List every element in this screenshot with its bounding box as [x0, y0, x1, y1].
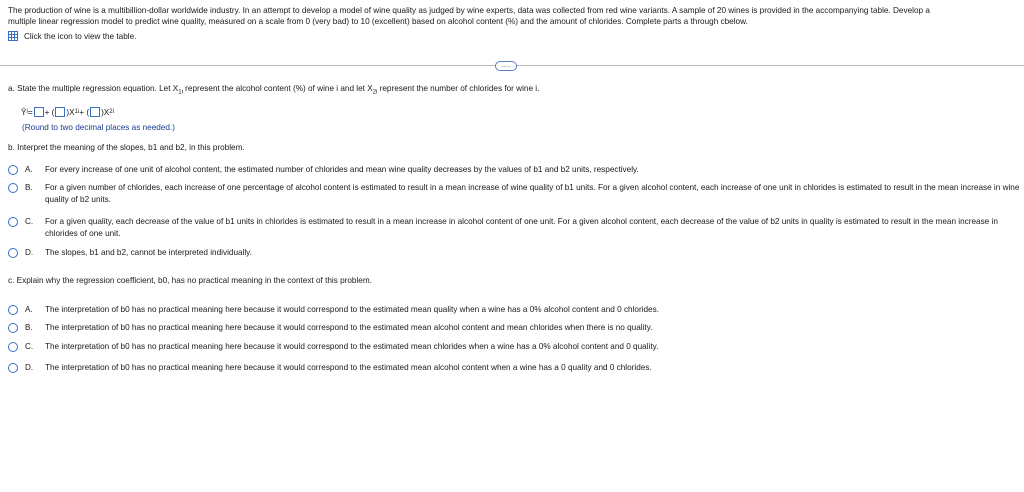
- option-letter: A.: [25, 305, 33, 314]
- option-text: For a given quality, each decrease of the value of b1 units in chlorides is estimated to result in a mean increase in alcohol content of one unit. For a given alcohol content, each decrease of the value of b2 units in quality is estimated to result in the mean increase in chlorides of one unit.: [45, 217, 998, 238]
- part-b-option-b[interactable]: [8, 182, 1024, 206]
- part-a-sub-1: 1i: [178, 89, 183, 96]
- b0-input[interactable]: [34, 107, 44, 117]
- x2-label: )X: [101, 107, 110, 117]
- problem-intro: [8, 6, 1008, 27]
- plus-2: + (: [79, 107, 90, 117]
- option-letter: A.: [25, 165, 33, 174]
- equals-sign: =: [27, 107, 33, 117]
- option-text: The slopes, b1 and b2, cannot be interpreted individually.: [45, 248, 252, 257]
- part-c-option-a[interactable]: [8, 304, 1024, 316]
- y-hat: Ŷ: [21, 107, 27, 117]
- view-table-link[interactable]: [8, 31, 136, 41]
- option-text: The interpretation of b0 has no practical meaning here because it would correspond to the estimated mean alcohol content when a wine has a 0 quality and 0 chlorides.: [45, 363, 652, 372]
- part-a-prompt: [8, 84, 539, 98]
- rounding-hint: (Round to two decimal places as needed.): [22, 123, 175, 132]
- option-text: For every increase of one unit of alcohol content, the estimated number of chlorides and mean wine quality decreases by the values of b1 and b2 units, respectively.: [45, 165, 639, 174]
- radio-icon[interactable]: [8, 305, 18, 315]
- option-letter: B.: [25, 183, 33, 192]
- option-text: The interpretation of b0 has no practical meaning here because it would correspond to the estimated mean chlorides when a wine has a 0% alcohol content and 0 quality.: [45, 342, 659, 351]
- part-a-text-2: represent the alcohol content (%) of wine i and let X: [182, 84, 373, 93]
- option-letter: D.: [25, 248, 34, 257]
- part-c-option-d[interactable]: [8, 362, 1024, 374]
- radio-icon[interactable]: [8, 248, 18, 258]
- x2-sub: 2i: [109, 109, 114, 115]
- x1-label: )X: [66, 107, 75, 117]
- y-hat-sub: i: [26, 109, 28, 115]
- radio-icon[interactable]: [8, 323, 18, 333]
- option-text: The interpretation of b0 has no practical meaning here because it would correspond to the estimated mean quality when a wine has a 0% alcohol content and 0 chlorides.: [45, 305, 659, 314]
- option-letter: D.: [25, 363, 34, 372]
- part-b-option-c[interactable]: [8, 216, 1024, 240]
- x1-sub: 1i: [74, 109, 80, 115]
- table-grid-icon[interactable]: [8, 31, 18, 41]
- part-a-sub-2: 2i: [372, 89, 378, 96]
- view-table-label[interactable]: Click the icon to view the table.: [24, 31, 137, 41]
- option-letter: C.: [25, 217, 34, 226]
- more-button[interactable]: .....: [495, 61, 517, 71]
- part-c-prompt: c. Explain why the regression coefficient, b0, has no practical meaning in the context of this problem.: [8, 276, 372, 285]
- radio-icon[interactable]: [8, 363, 18, 373]
- part-a-text-1: a. State the multiple regression equation. Let X: [8, 84, 179, 93]
- intro-line-1: The production of wine is a multibillion-dollar worldwide industry. In an attempt to develop a model of wine quality as judged by wine experts, data was collected from red wine variants. A sample of 20 wines is provided in the accompanying table. Develop a: [8, 6, 930, 15]
- radio-icon[interactable]: [8, 165, 18, 175]
- option-text: For a given number of chlorides, each increase of one percentage of alcohol content is estimated to result in a mean increase of wine quality of b1 units. For a given alcohol content, each increase of one unit in chlorides is estimated to result in the mean increase in wine quality of b2 units.: [45, 183, 1020, 204]
- plus-1: + (: [44, 107, 55, 117]
- option-letter: C.: [25, 342, 34, 351]
- part-b-option-d[interactable]: [8, 247, 1024, 259]
- radio-icon[interactable]: [8, 183, 18, 193]
- part-b-prompt: b. Interpret the meaning of the slopes, b1 and b2, in this problem.: [8, 143, 245, 152]
- radio-icon[interactable]: [8, 342, 18, 352]
- b2-input[interactable]: [90, 107, 100, 117]
- b1-input[interactable]: [55, 107, 65, 117]
- radio-icon[interactable]: [8, 217, 18, 227]
- part-c-option-b[interactable]: [8, 322, 1024, 334]
- option-letter: B.: [25, 323, 33, 332]
- part-c-option-c[interactable]: [8, 341, 1024, 353]
- regression-equation: [21, 107, 114, 117]
- intro-line-2: multiple linear regression model to predict wine quality, measured on a scale from 0 (very bad) to 10 (excellent) based on alcohol content (%) and the amount of chlorides. Complete parts a through cbelow.: [8, 16, 748, 26]
- part-b-option-a[interactable]: [8, 164, 1024, 176]
- option-text: The interpretation of b0 has no practical meaning here because it would correspond to the estimated mean alcohol content and mean chlorides when there is no quality.: [45, 323, 653, 332]
- part-a-text-3: represent the number of chlorides for wine i.: [377, 84, 540, 93]
